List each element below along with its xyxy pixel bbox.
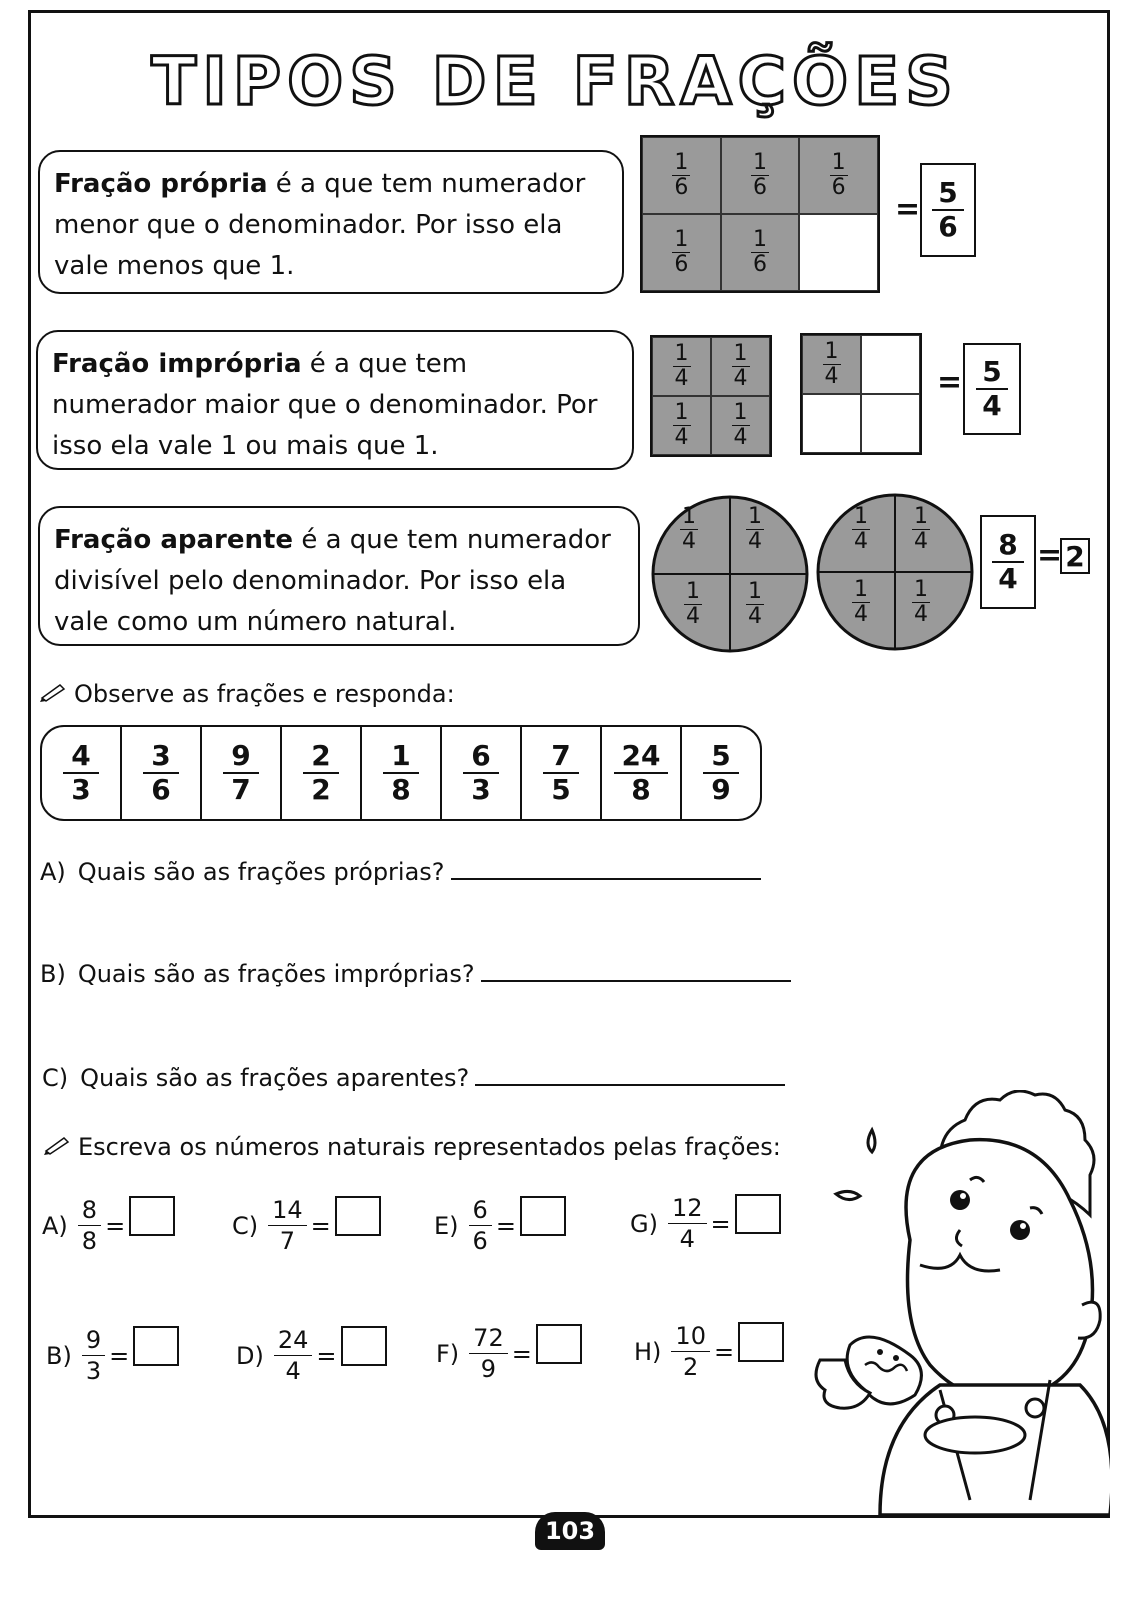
result-impropria: 5 4 xyxy=(963,343,1021,435)
grid-cell: 1 6 xyxy=(642,137,721,214)
pencil-icon xyxy=(40,680,68,708)
page-title xyxy=(140,40,970,120)
answer-box[interactable] xyxy=(133,1326,179,1366)
exercise-e: E) $\frac{6}{6}$ = xyxy=(434,1195,566,1256)
answer-box[interactable] xyxy=(738,1322,784,1362)
quarter-label: 1 4 xyxy=(748,579,762,629)
quarters-grid-partial xyxy=(800,333,922,455)
question-c: C) Quais são as frações aparentes? xyxy=(42,1064,785,1092)
quarter-label: 1 4 xyxy=(854,577,868,627)
answer-line-c[interactable] xyxy=(475,1078,785,1086)
fraction-item: 6 3 xyxy=(442,727,522,819)
quarter-label: 1 4 xyxy=(914,577,928,627)
answer-box[interactable] xyxy=(341,1326,387,1366)
quarter-label: 1 4 xyxy=(682,504,696,554)
answer-box[interactable] xyxy=(335,1196,381,1236)
definition-text-propria: é a que tem numerador menor que o denominador. Por isso ela vale menos que 1. xyxy=(54,169,586,281)
circle-quarters-1 xyxy=(650,494,810,654)
grid-cell-empty xyxy=(861,335,920,394)
answer-line-a[interactable] xyxy=(451,872,761,880)
sixths-grid xyxy=(640,135,880,293)
instruction-observe-text: Observe as frações e responda: xyxy=(74,680,455,708)
exercise-f: F) $\frac{72}{9}$ = xyxy=(436,1323,582,1384)
quarters-grid-full xyxy=(650,335,772,457)
grid-cell-empty xyxy=(802,394,861,453)
instruction-observe xyxy=(40,680,455,708)
quarter-label: 1 4 xyxy=(748,504,762,554)
definition-text-aparente: é a que tem numerador divisível pelo denominador. Por isso ela vale como um número natural. xyxy=(54,525,611,637)
question-a: A) Quais são as frações próprias? xyxy=(40,858,761,886)
fraction-item: 4 3 xyxy=(42,727,122,819)
grid-cell: 1 6 xyxy=(642,214,721,291)
grid-cell: 1 6 xyxy=(721,137,800,214)
grid-cell: 1 6 xyxy=(721,214,800,291)
equals-sign: = xyxy=(1037,538,1063,573)
definition-impropria xyxy=(36,330,634,470)
grid-cell: 1 4 xyxy=(652,396,711,455)
quarter-label: 1 4 xyxy=(686,579,700,629)
fraction-item: 3 6 xyxy=(122,727,202,819)
grid-cell-empty xyxy=(861,394,920,453)
fraction-list-bar xyxy=(40,725,762,821)
question-b: B) Quais são as frações impróprias? xyxy=(40,960,791,988)
exercise-c: C) $\frac{14}{7}$ = xyxy=(232,1195,381,1256)
circle-quarters-2 xyxy=(815,492,975,652)
quarter-label: 1 4 xyxy=(854,504,868,554)
equals-sign: = xyxy=(937,365,963,400)
instruction-escreva-text: Escreva os números naturais representados pelas frações: xyxy=(78,1133,781,1161)
fraction-item: 2 2 xyxy=(282,727,362,819)
grid-cell: 1 4 xyxy=(711,337,770,396)
pencil-icon xyxy=(44,1133,72,1161)
answer-box[interactable] xyxy=(536,1324,582,1364)
term-aparente: Fração aparente xyxy=(54,525,294,555)
exercise-g: G) $\frac{12}{4}$ = xyxy=(630,1193,781,1254)
term-propria: Fração própria xyxy=(54,169,268,199)
fraction-item: 1 8 xyxy=(362,727,442,819)
exercise-a: A) $\frac{8}{8}$ = xyxy=(42,1195,175,1256)
grid-cell-empty xyxy=(799,214,878,291)
definition-aparente xyxy=(38,506,640,646)
term-impropria: Fração imprópria xyxy=(52,349,302,379)
grid-cell: 1 4 xyxy=(802,335,861,394)
boy-eating-illustration xyxy=(810,1090,1110,1515)
fraction-item: 9 7 xyxy=(202,727,282,819)
answer-box[interactable] xyxy=(129,1196,175,1236)
equals-sign: = xyxy=(895,192,921,227)
exercise-d: D) $\frac{24}{4}$ = xyxy=(236,1325,387,1386)
grid-cell: 1 6 xyxy=(799,137,878,214)
grid-cell: 1 4 xyxy=(652,337,711,396)
definition-text-impropria: é a que tem numerador maior que o denominador. Por isso ela vale 1 ou mais que 1. xyxy=(52,349,598,461)
result-propria: 5 6 xyxy=(920,163,976,257)
result-aparente: 8 4 xyxy=(980,515,1036,609)
page-number: 103 xyxy=(535,1512,605,1550)
fraction-item: 5 9 xyxy=(682,727,760,819)
fraction-item: 7 5 xyxy=(522,727,602,819)
quarter-label: 1 4 xyxy=(914,504,928,554)
exercise-b: B) $\frac{9}{3}$ = xyxy=(46,1325,179,1386)
natural-result-aparente: 2 xyxy=(1060,538,1090,574)
fraction-item: 24 8 xyxy=(602,727,682,819)
answer-line-b[interactable] xyxy=(481,974,791,982)
answer-box[interactable] xyxy=(520,1196,566,1236)
grid-cell: 1 4 xyxy=(711,396,770,455)
answer-box[interactable] xyxy=(735,1194,781,1234)
exercise-h: H) $\frac{10}{2}$ = xyxy=(634,1321,784,1382)
instruction-escreva xyxy=(44,1133,781,1161)
definition-propria xyxy=(38,150,624,294)
svg-text:TIPOS DE FRAÇÕES: TIPOS DE FRAÇÕES xyxy=(151,43,959,120)
